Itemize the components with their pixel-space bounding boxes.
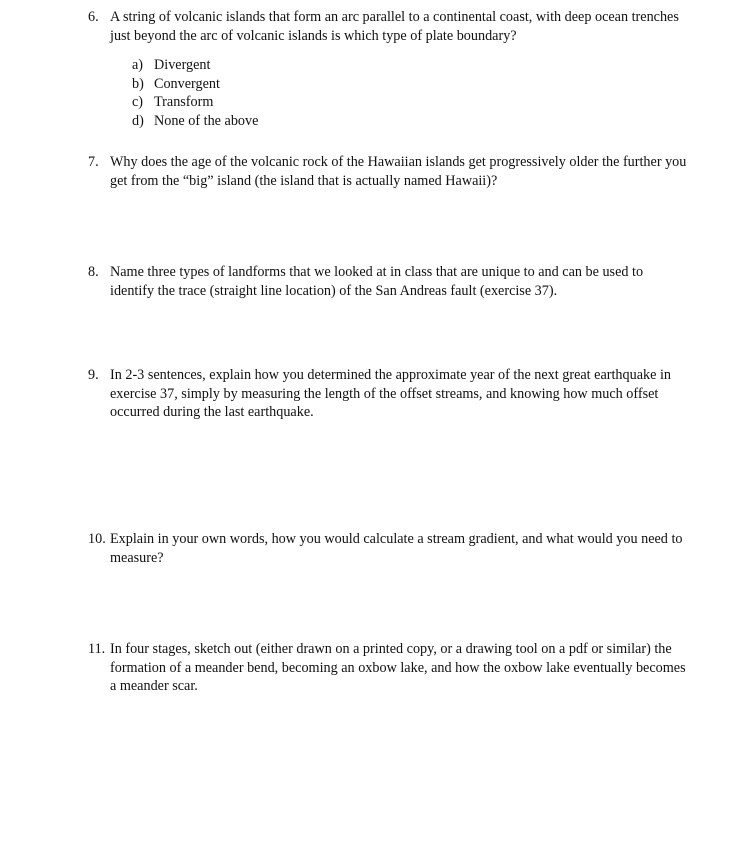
question-text: A string of volcanic islands that form an arc parallel to a continental coast, with deep ocean trenches just beyond the arc of volcanic islands is which type of plate boundary? xyxy=(110,9,679,44)
option-letter: c) xyxy=(132,94,144,110)
question-text: Explain in your own words, how you would calculate a stream gradient, and what would you need to measure? xyxy=(110,531,683,566)
question-number: 8. xyxy=(88,264,99,280)
option-label: Divergent xyxy=(154,57,211,73)
answer-options xyxy=(132,56,688,130)
question-text: In 2-3 sentences, explain how you determined the approximate year of the next great earthquake in exercise 37, simply by measuring the length of the offset streams, and knowing how much offset occurred during the last earthquake. xyxy=(110,367,671,420)
answer-option-c xyxy=(132,93,688,112)
option-label: Transform xyxy=(154,94,214,110)
question-7 xyxy=(88,153,688,190)
question-9 xyxy=(88,366,688,422)
option-label: None of the above xyxy=(154,112,259,129)
option-letter: a) xyxy=(132,57,144,73)
answer-option-b xyxy=(132,75,688,94)
question-11 xyxy=(88,640,688,696)
option-label: Convergent xyxy=(154,75,220,92)
option-letter: d) xyxy=(132,112,144,129)
question-text: In four stages, sketch out (either drawn on a printed copy, or a drawing tool on a pdf or similar) the formation of a meander bend, becoming an oxbow lake, and how the oxbow lake eventually becomes a meander scar. xyxy=(110,641,686,694)
question-number: 11. xyxy=(88,641,106,657)
question-number: 9. xyxy=(88,367,99,383)
answer-option-a xyxy=(132,56,688,75)
question-8 xyxy=(88,263,688,300)
answer-option-d xyxy=(132,112,688,131)
question-6 xyxy=(88,8,688,130)
question-number: 6. xyxy=(88,9,99,25)
question-text: Why does the age of the volcanic rock of the Hawaiian islands get progressively older the further you get from the “big” island (the island that is actually named Hawaii)? xyxy=(110,154,687,189)
question-10 xyxy=(88,530,688,567)
question-text: Name three types of landforms that we looked at in class that are unique to and can be used to identify the trace (straight line location) of the San Andreas fault (exercise 37). xyxy=(110,264,644,299)
question-number: 7. xyxy=(88,154,99,170)
option-letter: b) xyxy=(132,75,144,92)
question-number: 10. xyxy=(88,531,106,547)
